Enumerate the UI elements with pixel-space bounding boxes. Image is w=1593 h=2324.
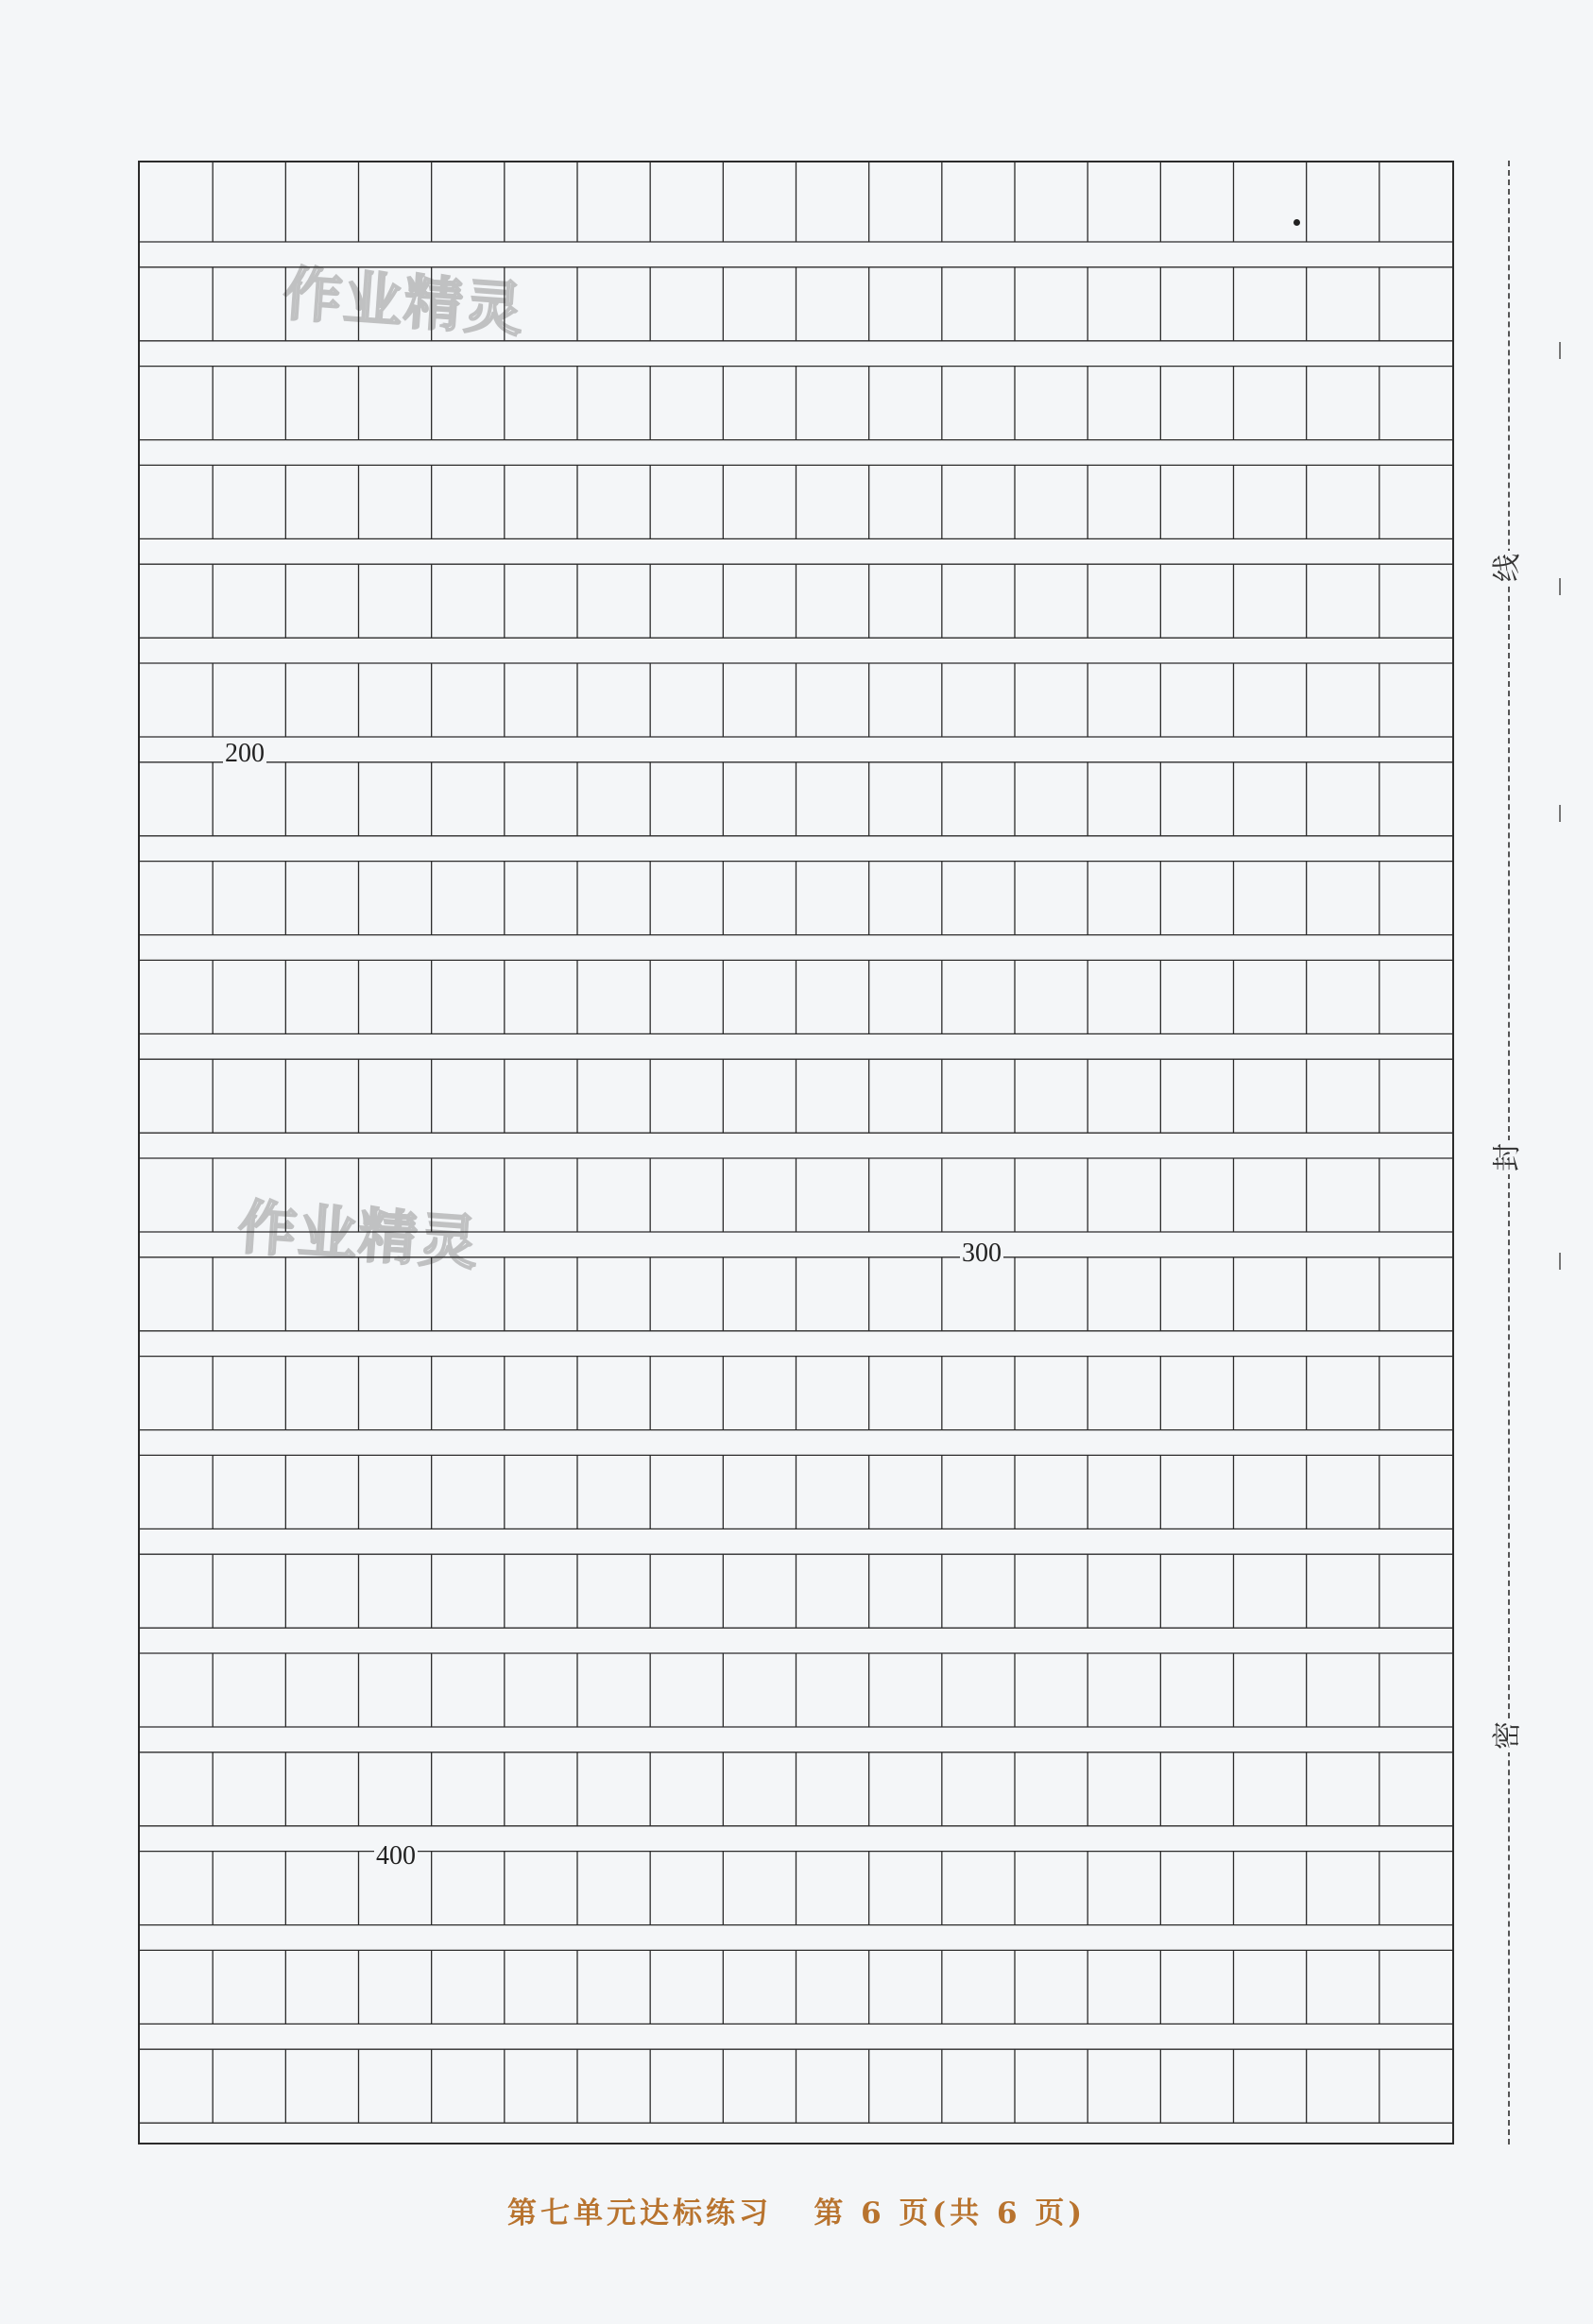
composition-grid bbox=[138, 161, 1454, 2145]
watermark: 作业精灵 bbox=[235, 1192, 482, 1278]
binding-label-seal: 封 bbox=[1488, 1140, 1528, 1174]
word-count-marker-400: 400 bbox=[376, 1841, 416, 1871]
word-count-marker-300: 300 bbox=[962, 1239, 1002, 1268]
word-count-marker-200: 200 bbox=[225, 739, 265, 768]
page-footer bbox=[0, 2189, 1593, 2231]
stray-dot bbox=[1293, 219, 1300, 226]
footer-page-info: 第 6 页(共 6 页) bbox=[814, 2196, 1087, 2230]
footer-title: 第七单元达标练习 bbox=[506, 2196, 772, 2230]
binding-label-secret: 密 bbox=[1488, 1718, 1528, 1752]
watermark: 作业精灵 bbox=[281, 259, 527, 345]
edge-tick bbox=[1559, 805, 1561, 822]
grid-lines bbox=[140, 162, 1452, 2143]
binding-label-line: 线 bbox=[1488, 551, 1528, 585]
edge-tick bbox=[1559, 578, 1561, 595]
edge-tick bbox=[1559, 1253, 1561, 1270]
edge-tick bbox=[1559, 342, 1561, 359]
